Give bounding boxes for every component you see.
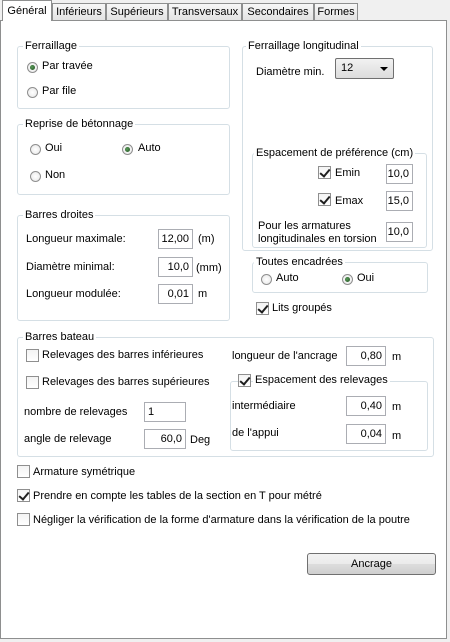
par-travee-radio[interactable] bbox=[27, 62, 38, 73]
reprise-non-radio[interactable] bbox=[30, 171, 41, 182]
negliger-checkbox[interactable] bbox=[17, 513, 30, 526]
reprise-oui-radio[interactable] bbox=[30, 144, 41, 155]
tab-inferieurs[interactable]: Inférieurs bbox=[52, 3, 106, 20]
diametre-min-select-value: 12 bbox=[341, 62, 354, 74]
par-travee-label: Par travée bbox=[42, 60, 93, 72]
tables-t-label: Prendre en compte les tables de la section en T pour métré bbox=[33, 490, 322, 502]
intermediaire-unit: m bbox=[392, 401, 402, 413]
ferraillage-title: Ferraillage bbox=[25, 40, 77, 52]
armature-symetrique-checkbox[interactable] bbox=[17, 465, 30, 478]
lits-groupes-label: Lits groupés bbox=[272, 302, 332, 314]
par-file-radio[interactable] bbox=[27, 87, 38, 98]
encadrees-auto-label: Auto bbox=[276, 272, 299, 284]
diametre-min-unit: (mm) bbox=[196, 262, 222, 274]
armature-symetrique-label: Armature symétrique bbox=[33, 466, 136, 478]
par-file-label: Par file bbox=[42, 85, 77, 97]
negliger-label: Négliger la vérification de la forme d'armature dans la vérification de la poutre bbox=[33, 514, 410, 526]
ancrage-input[interactable]: 0,80 bbox=[346, 346, 386, 366]
reprise-group bbox=[17, 124, 230, 195]
emin-input[interactable]: 10,0 bbox=[386, 164, 413, 184]
angle-relevage-input[interactable]: 60,0 bbox=[144, 429, 186, 449]
encadrees-auto-radio[interactable] bbox=[261, 274, 272, 285]
tab-general[interactable]: Général bbox=[2, 0, 52, 21]
diametre-min-label: Diamètre minimal: bbox=[26, 261, 115, 273]
encadrees-oui-label: Oui bbox=[357, 272, 375, 284]
longueur-mod-label: Longueur modulée: bbox=[26, 288, 121, 300]
reprise-non-label: Non bbox=[45, 169, 66, 181]
longueur-mod-input[interactable]: 0,01 bbox=[158, 284, 193, 304]
espacement-title: Espacement de préférence (cm) bbox=[256, 147, 414, 159]
reprise-oui-label: Oui bbox=[45, 142, 63, 154]
tab-bar bbox=[0, 0, 450, 21]
appui-unit: m bbox=[392, 430, 402, 442]
espacement-relevages-title: Espacement des relevages bbox=[255, 374, 388, 386]
angle-relevage-unit: Deg bbox=[190, 434, 211, 446]
encadrees-title: Toutes encadrées bbox=[256, 256, 343, 268]
reprise-auto-radio[interactable] bbox=[122, 144, 133, 155]
appui-label: de l'appui bbox=[232, 427, 279, 439]
barres-droites-title: Barres droites bbox=[25, 209, 94, 221]
lits-groupes-checkbox[interactable] bbox=[256, 302, 269, 315]
reprise-auto-label: Auto bbox=[138, 142, 161, 154]
ferraillage-group bbox=[17, 46, 230, 109]
torsion-label-1: Pour les armatures bbox=[258, 220, 351, 232]
encadrees-oui-radio[interactable] bbox=[342, 274, 353, 285]
angle-relevage-label: angle de relevage bbox=[24, 433, 112, 445]
intermediaire-input[interactable]: 0,40 bbox=[346, 396, 386, 416]
emin-label: Emin bbox=[335, 167, 361, 179]
longueur-max-label: Longueur maximale: bbox=[26, 233, 126, 245]
nombre-relevages-input[interactable]: 1 bbox=[144, 402, 186, 422]
ancrage-label: longueur de l'ancrage bbox=[232, 350, 338, 362]
reprise-title: Reprise de bétonnage bbox=[25, 118, 134, 130]
tab-transversaux[interactable]: Transversaux bbox=[168, 3, 242, 20]
torsion-label-2: longitudinales en torsion bbox=[258, 233, 377, 245]
nombre-relevages-label: nombre de relevages bbox=[24, 406, 128, 418]
diametre-min-long-label: Diamètre min. bbox=[256, 66, 325, 78]
relevages-inf-label: Relevages des barres inférieures bbox=[42, 349, 204, 361]
emax-checkbox[interactable] bbox=[318, 193, 331, 206]
diametre-min-select[interactable] bbox=[335, 58, 394, 79]
longueur-max-unit: (m) bbox=[198, 233, 215, 245]
diametre-min-input[interactable]: 10,0 bbox=[158, 257, 193, 277]
barres-bateau-title: Barres bateau bbox=[25, 331, 95, 343]
appui-input[interactable]: 0,04 bbox=[346, 424, 386, 444]
chevron-down-icon bbox=[380, 67, 388, 71]
torsion-input[interactable]: 10,0 bbox=[386, 222, 413, 242]
longueur-mod-unit: m bbox=[198, 288, 208, 300]
emax-label: Emax bbox=[335, 195, 364, 207]
relevages-inf-checkbox[interactable] bbox=[26, 349, 39, 362]
ferraillage-long-title: Ferraillage longitudinal bbox=[248, 40, 359, 52]
ancrage-unit: m bbox=[392, 351, 402, 363]
emin-checkbox[interactable] bbox=[318, 166, 331, 179]
ancrage-button[interactable]: Ancrage bbox=[307, 553, 436, 575]
tab-secondaires[interactable]: Secondaires bbox=[242, 3, 314, 20]
tab-superieurs[interactable]: Supérieurs bbox=[106, 3, 168, 20]
emax-input[interactable]: 15,0 bbox=[386, 191, 413, 211]
relevages-sup-label: Relevages des barres supérieures bbox=[42, 376, 210, 388]
longueur-max-input[interactable]: 12,00 bbox=[158, 229, 193, 249]
tables-t-checkbox[interactable] bbox=[17, 489, 30, 502]
relevages-sup-checkbox[interactable] bbox=[26, 376, 39, 389]
espacement-relevages-checkbox[interactable] bbox=[238, 374, 251, 387]
tab-formes[interactable]: Formes bbox=[314, 3, 358, 20]
intermediaire-label: intermédiaire bbox=[232, 400, 296, 412]
